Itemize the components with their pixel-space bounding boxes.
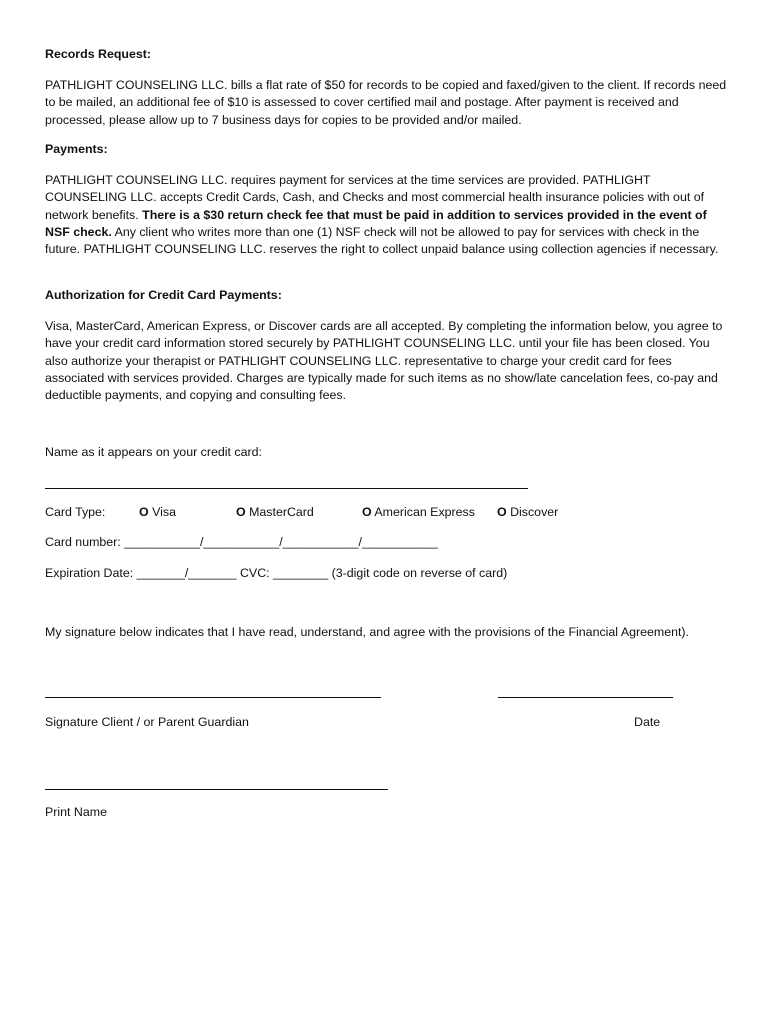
payments-text xyxy=(45,172,730,258)
cvc-note: (3-digit code on reverse of card) xyxy=(331,566,508,580)
card-type-discover-label: Discover xyxy=(510,505,559,519)
card-number-row xyxy=(45,535,438,550)
card-type-visa-label: Visa xyxy=(152,505,176,519)
date-label: Date xyxy=(634,715,661,729)
expiration-row xyxy=(45,566,507,581)
card-type-option-mastercard[interactable] xyxy=(236,505,314,520)
payments-heading: Payments: xyxy=(45,142,108,156)
name-on-card-label: Name as it appears on your credit card: xyxy=(45,445,262,459)
payments-text-1: PATHLIGHT COUNSELING LLC. requires payment for services at the time services are provided. PATHLIGHT COUNSELING LLC. accepts Credit Cards, Cash, and Checks and most commercial health insurance policies with out of network benefits. xyxy=(45,173,705,222)
authorization-heading: Authorization for Credit Card Payments: xyxy=(45,288,282,302)
client-signature-label: Signature Client / or Parent Guardian xyxy=(45,715,249,729)
records-section xyxy=(45,46,730,129)
authorization-text: Visa, MasterCard, American Express, or Discover cards are all accepted. By completing the information below, you agree to have your credit card information stored securely by PATHLIGHT COUNSELING LLC. until your file has been closed. You also authorize your therapist or PATHLIGHT COUNSELING LLC. representative to charge your credit card for fees associated with services provided. Charges are typically made for such items as no show/late cancelation fees, co-pay and deductible payments, and copying and consulting fees. xyxy=(45,319,723,403)
cvc-label: CVC: xyxy=(239,566,270,580)
payments-section xyxy=(45,141,730,258)
expiration-label: Expiration Date: xyxy=(45,566,134,580)
name-on-card-field[interactable] xyxy=(45,488,528,489)
client-signature-field[interactable] xyxy=(45,697,381,698)
records-heading: Records Request: xyxy=(45,47,152,61)
radio-circle-icon: O xyxy=(362,505,372,519)
radio-circle-icon: O xyxy=(139,505,149,519)
card-type-amex-label: American Express xyxy=(374,505,475,519)
card-number-field[interactable]: ___________/___________/___________/___________ xyxy=(124,535,438,549)
card-type-option-visa[interactable] xyxy=(139,505,176,520)
print-name-label: Print Name xyxy=(45,805,107,819)
print-name-field[interactable] xyxy=(45,789,388,790)
cvc-field[interactable]: ________ xyxy=(273,566,329,580)
authorization-section xyxy=(45,287,730,404)
date-field[interactable] xyxy=(498,697,673,698)
payments-nsf-fee: There is a $30 return check fee that must be paid in addition to services provided in the event of NSF check. xyxy=(45,207,707,239)
card-type-option-discover[interactable] xyxy=(497,505,558,520)
card-type-option-american-express[interactable] xyxy=(362,505,475,520)
card-number-label: Card number: xyxy=(45,535,121,549)
radio-circle-icon: O xyxy=(497,505,507,519)
card-type-label: Card Type: xyxy=(45,505,106,519)
radio-circle-icon: O xyxy=(236,505,246,519)
payments-text-2: Any client who writes more than one (1) NSF check will not be allowed to pay for services with check in the future. PATHLIGHT COUNSELING LLC. reserves the right to collect unpaid balance using collection agencies if necessary. xyxy=(45,224,719,257)
expiration-field[interactable]: _______/_______ xyxy=(136,566,237,580)
records-text: PATHLIGHT COUNSELING LLC. bills a flat rate of $50 for records to be copied and faxed/given to the client. If records need to be mailed, an additional fee of $10 is assessed to cover certified mail and postage. After payment is received and processed, please allow up to 7 business days for copies to be provided and/or mailed. xyxy=(45,78,727,127)
card-type-mastercard-label: MasterCard xyxy=(249,505,314,519)
agreement-statement: My signature below indicates that I have read, understand, and agree with the provisions of the Financial Agreement). xyxy=(45,625,689,639)
